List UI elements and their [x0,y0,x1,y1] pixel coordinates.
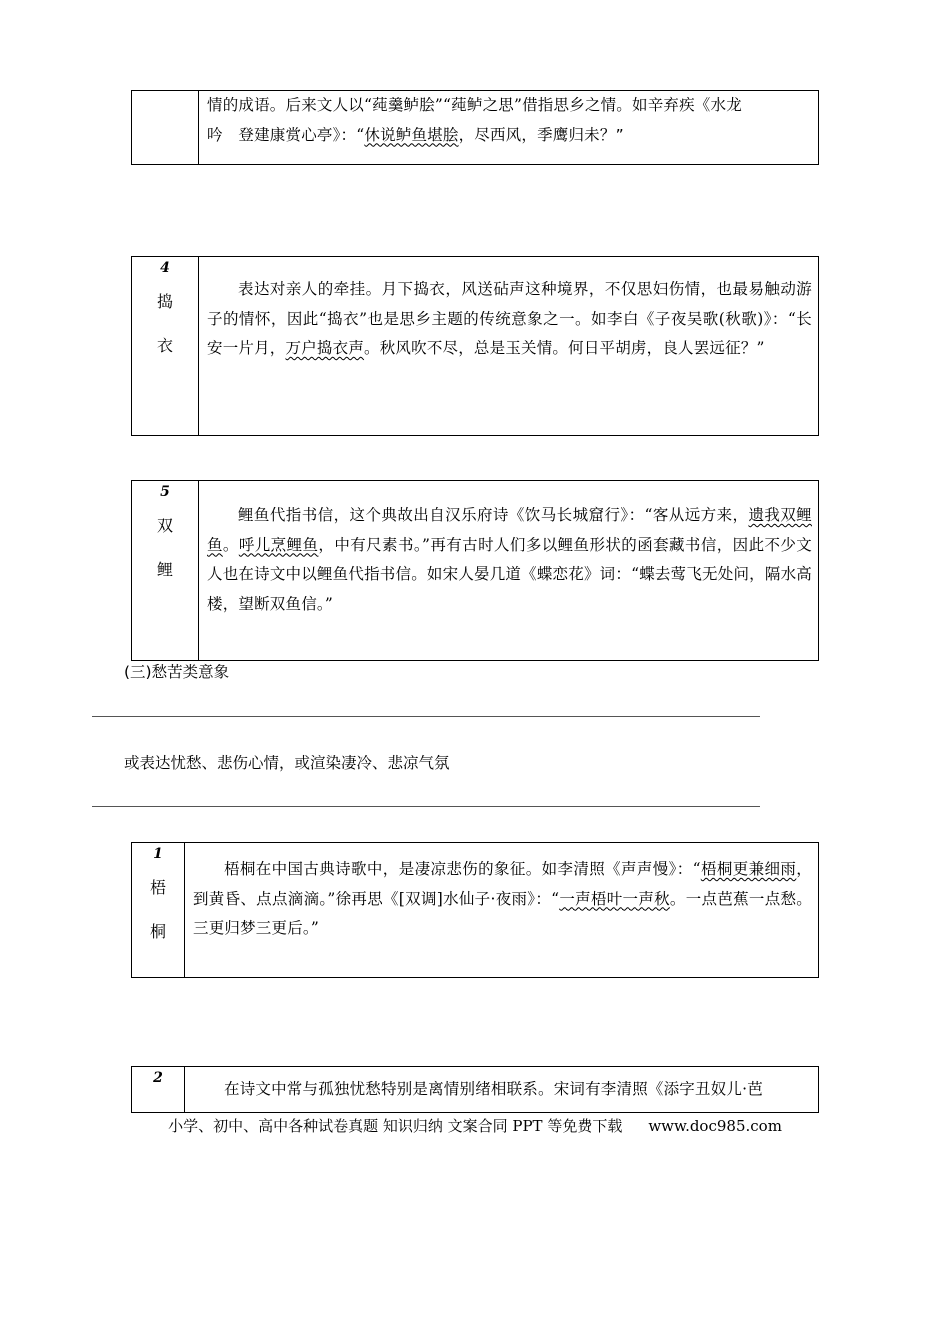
entry-body: 。秋风吹不尽，总是玉关情。何日平胡虏，良人罢远征？” [364,339,765,357]
entry-title-char: 衣 [156,336,173,355]
entry-label-cell [132,843,185,977]
entry-title-char: 双 [156,516,173,535]
entry-box-continued [131,90,819,165]
entry-text [193,1075,812,1105]
text-line: ，尽西风，季鹰归未？” [458,125,624,144]
section-heading: (三)愁苦类意象 [124,663,230,681]
entry-number: 4 [160,260,170,276]
section-description: 或表达忧愁、悲伤心情，或渲染凄冷、悲凉气氛 [124,754,450,772]
entry-body: 在诗文中常与孤独忧愁特别是离情别绪相联系。宋词有李清照《添字丑奴儿·芭 [224,1080,763,1098]
entry-text [207,91,812,150]
entry-title-char: 桐 [149,922,166,941]
entry-title-char: 梧 [149,878,166,897]
entry-box-dao-yi [131,256,819,436]
entry-label-cell [132,91,199,164]
entry-number: 2 [153,1070,163,1086]
text-line: 吟 登建康赏心亭》：“ [207,125,365,144]
entry-box-shuang-li [131,480,819,661]
entry-text [207,275,812,364]
page-footer [0,1116,950,1136]
quote-underlined: 一声梧叶一声秋 [559,889,670,908]
entry-body: ，到黄昏、点点滴滴。”徐再思《[双调]水仙子·夜雨》：“ [193,860,812,908]
entry-body: 表达对亲人的牵挂。月下捣衣，风送砧声这种境界，不仅思妇伤情，也最易触动游子的情怀，因此“捣衣”也是思乡主题的传统意象之一。如李白《子夜吴歌(秋歌)》：“长安一片月， [207,280,812,357]
entry-label-cell [132,481,199,660]
entry-body: ，中有尺素书。”再有古时人们多以鲤鱼形状的函套藏书信，因此不少文人也在诗文中以鲤鱼代指书信。如宋人晏几道《蝶恋花》词：“蝶去莺飞无处问，隔水高楼，望断双鱼信。” [207,535,813,613]
entry-text [207,501,812,619]
footer-text: 小学、初中、高中各种试卷真题 知识归纳 文案合同 PPT 等免费下载 [168,1117,623,1135]
entry-number: 1 [153,846,163,862]
footer-url[interactable]: www.doc985.com [648,1117,782,1135]
quote-underlined: 万户捣衣声 [285,339,365,357]
quote-underlined: 休说鲈鱼堪脍 [364,125,459,144]
entry-body: 。 [222,535,239,554]
quote-underlined: 梧桐更兼细雨 [700,860,797,878]
entry-box-wu-tong [131,842,819,978]
entry-box-2 [131,1066,819,1113]
entry-title-char: 捣 [156,292,173,311]
entry-text [193,855,812,944]
entry-body: 梧桐在中国古典诗歌中，是凄凉悲伤的象征。如李清照《声声慢》：“ [224,860,701,878]
entry-body: 。一点芭蕉一点愁。三更归梦三更后。” [193,889,812,937]
quote-underlined: 呼儿烹鲤鱼 [238,535,319,554]
divider [92,716,760,717]
entry-label-cell [132,257,199,435]
entry-title-char: 鲤 [156,560,173,579]
entry-label-cell [132,1067,185,1112]
text-line: 情的成语。后来文人以“莼羹鲈脍”“莼鲈之思”借指思乡之情。如辛弃疾《水龙 [207,96,742,114]
entry-number: 5 [160,484,170,500]
quote-underlined: 遗我双鲤鱼 [207,506,812,554]
divider [92,806,760,807]
entry-body: 鲤鱼代指书信，这个典故出自汉乐府诗《饮马长城窟行》：“客从远方来， [238,506,749,524]
